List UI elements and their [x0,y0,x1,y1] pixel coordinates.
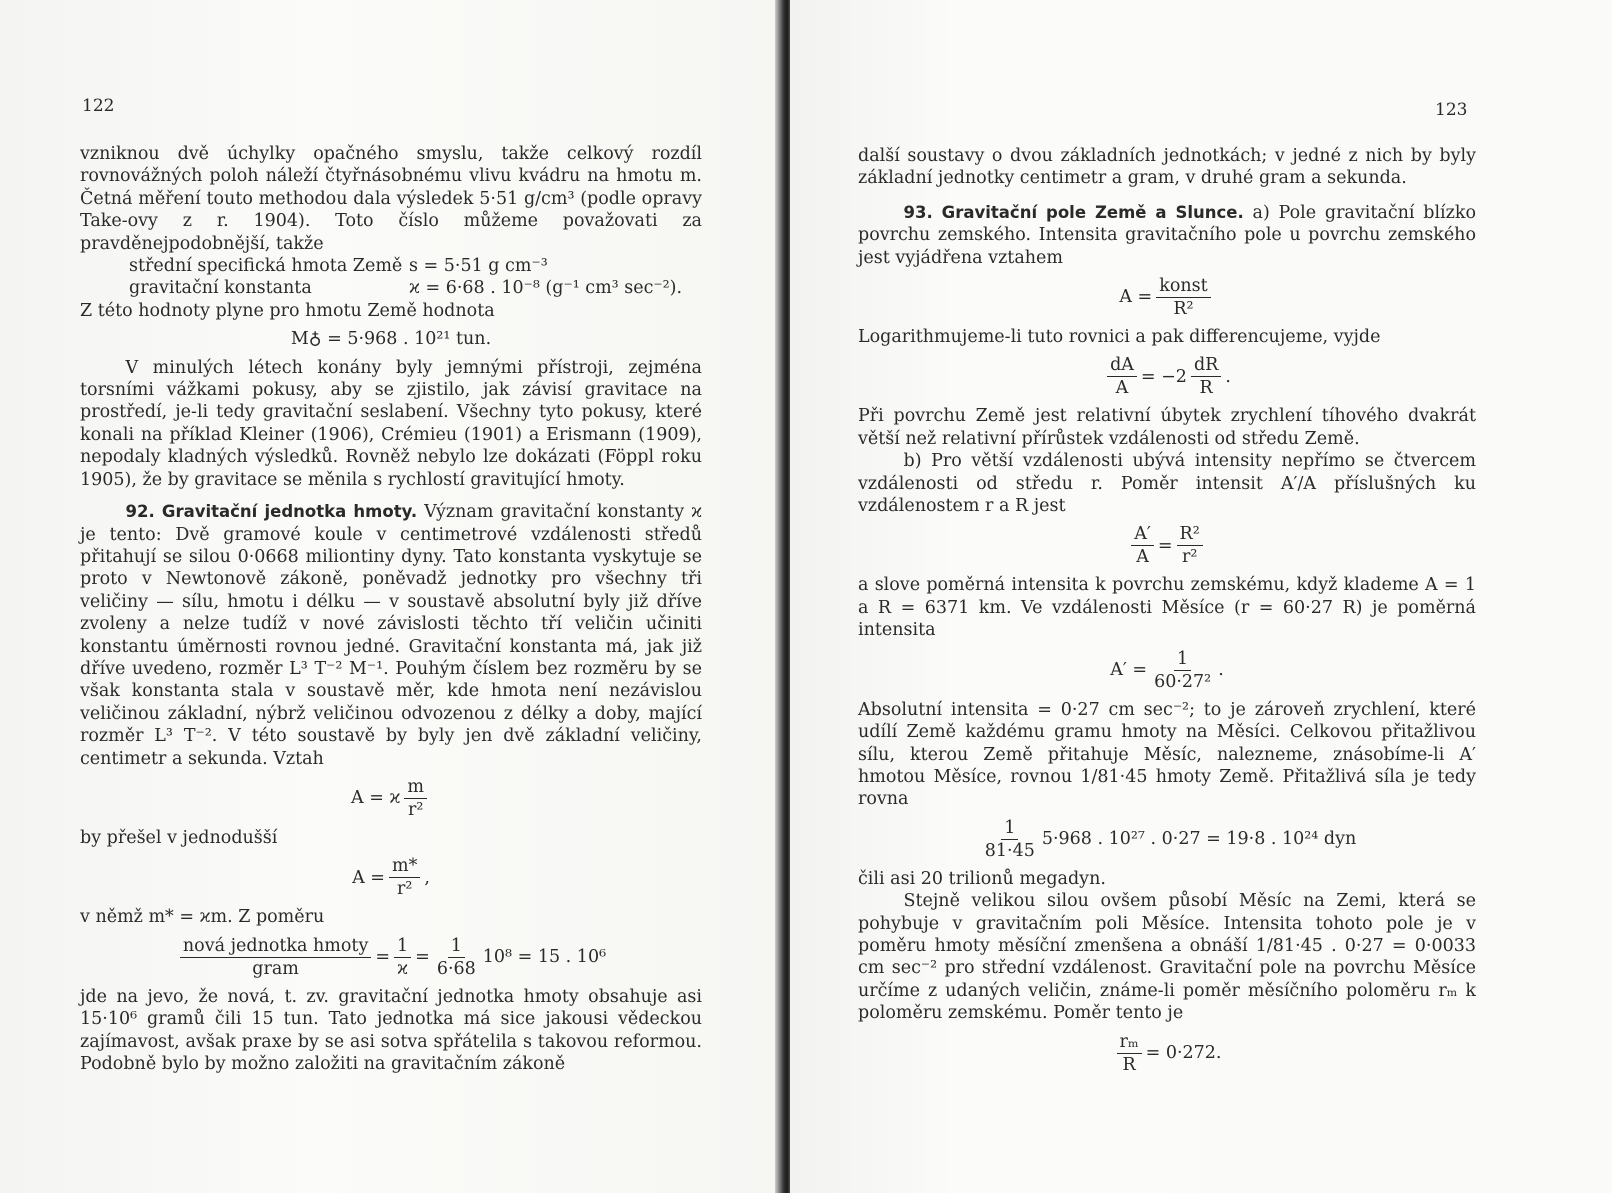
section-heading-92: 92. Gravitační jednotka hmoty. [125,502,418,522]
left-text-column [80,143,702,1075]
fraction: $\frac{dA}{A}$ [1107,354,1137,399]
table-row [80,255,702,277]
equation: A = $\frac{\text{konst}}{\text{R²}}$ [858,275,1476,320]
fraction: $\frac{1}{\text{60·27²}}$ [1154,648,1212,692]
right-text-column [858,145,1476,1082]
fraction: $\frac{m}{\text{r²}}$ [404,776,427,821]
equation: A = ϰ $\frac{m}{\text{r²}}$ [80,776,702,821]
fraction: $\frac{1}{ϰ}$ [394,935,411,980]
paragraph: V minulých létech konány byly jemnými přístroji, zejména torsními vážkami pokusy, aby se zjistilo, jak závisí gravitace na prostředí, je-li tedy gravitační seslabení. Všechny tyto pokusy, které konali na příklad Kleiner (1906), Crémieu (1901) a Erismann (1909), nepodaly kladných výsledků. Rovněž nebylo lze dokázati (Föppl roku 1905), že by gravitace se měnila s rychlostí gravitující hmoty. [80,357,702,490]
equation: $\frac{\text{rₘ}}{R}$ = 0·272. [858,1031,1476,1076]
page-number-right: 123 [1435,100,1468,120]
paragraph: 93. Gravitační pole Země a Slunce. a) Pole gravitační blízko povrchu zemského. Intensita gravitačního pole u povrchu zemského jest vyjádřena vztahem [858,202,1476,268]
paragraph: Absolutní intensita = 0·27 cm sec⁻²; to je zároveň zrychlení, které udílí Země každému gramu hmoty na Měsíci. Celkovou přitažlivou sílu, kterou Země přitahuje Měsíc, nalezneme, znásobíme-li A′ hmotou Měsíce, rovnou 1/81·45 hmoty Země. Přitažlivá síla je tedy rovna [858,699,1476,810]
paragraph: Z této hodnoty plyne pro hmotu Země hodnota [80,300,495,321]
equation-mass: M♁ = 5·968 . 10²¹ tun. [290,329,492,350]
paragraph: další soustavy o dvou základních jednotkách; v jedné z nich by byly základní jednotky centimetr a gram, v druhé gram a sekunda. [858,146,1476,189]
equation: A = $\frac{m*}{\text{r²}}$ , [352,856,430,900]
row-label: gravitační konstanta [129,278,312,299]
fraction: $\frac{\text{nová jednotka hmoty}}{\text{gram}}$ [180,935,371,980]
row-value: ϰ = 6·68 . 10⁻⁸ (g⁻¹ cm³ sec⁻²). [409,278,683,299]
fraction: $\frac{\text{rₘ}}{R}$ [1117,1031,1142,1076]
left-page [0,0,780,1193]
fraction: $\frac{1}{6\cdot 68}$ [436,935,476,979]
fraction: $\frac{m*}{\text{r²}}$ [389,855,420,900]
fraction: $\frac{dR}{R}$ [1191,354,1221,399]
paragraph: jde na jevo, že nová, t. zv. gravitační jednotka hmoty obsahuje asi 15·10⁶ gramů čili 15 tun. Tato jednotka má sice jakousi vědeckou zajímavost, avšak praxe by se asi sotva spřátelila s takovou reformou. Podobně bylo by možno založiti na gravitačním zákoně [80,986,702,1074]
paragraph: Při povrchu Země jest relativní úbytek zrychlení tíhového dvakrát větší než relativní přírůstek vzdálenosti od středu Země. [858,406,1476,449]
paragraph: 92. Gravitační jednotka hmoty. Význam gravitační konstanty ϰ je tento: Dvě gramové koule v centimetrové vzdálenosti středů přitahují se silou 0·0668 miliontiny dyny. Tato konstanta vyskytuje se proto v Newtonově zákoně, poněvadž jednotky pro všechny tři veličiny — sílu, hmotu i délku — v soustavě absolutní byly již dříve zvoleny a nelze tudíž v nové závislosti těchto tří veličin učiniti konstantu úměrnosti rovnou jedné. Gravitační konstanta má, jak již dříve uvedeno, rozměr L³ T⁻² M⁻¹. Pouhým číslem bez rozměru by se však konstanta stala v soustavě měr, kde hmota není nezávislou veličinou základní, nýbrž veličinou odvozenou z délky a doby, mající rozměr L³ T⁻². V této soustavě by byly jen dvě základní veličiny, centimetr a sekunda. Vztah [80,502,702,769]
equation: A′ = $\frac{1}{\text{60·27²}}$ . [1110,648,1224,692]
fraction: $\frac{A'}{A}$ [1131,523,1154,568]
paragraph: by přešel v jednodušší [80,827,278,848]
paragraph: Stejně velikou silou ovšem působí Měsíc na Zemi, která se pohybuje v gravitačním poli Měsíce. Intensita tohoto pole je v poměru hmoty měsíční zmenšena a obnáší 1/81·45 . 0·27 = 0·0033 cm sec⁻² pro střední vzdálenost. Gravitační pole na povrchu Měsíce určíme z udaných veličin, známe-li poměr měsíčního poloměru rₘ k poloměru zemskému. Poměr tento je [858,891,1476,1024]
equation: $\frac{1}{81\cdot 45}$ 5·968 . 10²⁷ . 0·27 = 19·8 . 10²⁴ dyn [858,817,1476,862]
section-heading-93: 93. Gravitační pole Země a Slunce. [903,202,1244,222]
paragraph: v němž m* = ϰm. Z poměru [80,907,325,928]
page-number-left: 122 [82,96,115,116]
equation: $\frac{\text{nová jednotka hmoty}}{\text{gram}}$ = $\frac{1}{ϰ}$ = $\frac{1}{6\cdot 68}$ 10⁸ = 15 . 10⁶ [80,935,702,980]
paragraph: b) Pro větší vzdálenosti ubývá intensity nepřímo se čtvercem vzdálenosti od středu r. Poměr intensit A′/A příslušných ku vzdálenostem r a R jest [858,451,1476,517]
paragraph: čili asi 20 trilionů megadyn. [858,868,1106,889]
equation: $\frac{A'}{A}$ = $\frac{\text{R²}}{\text{r²}}$ [858,523,1476,568]
paragraph: Logarithmujeme-li tuto rovnici a pak differencujeme, vyjde [858,327,1381,348]
row-value: s = 5·51 g cm⁻³ [409,256,548,277]
paragraph: a slove poměrná intensita k povrchu zemskému, když klademe A = 1 a R = 6371 km. Ve vzdálenosti Měsíce (r = 60·27 R) je poměrná intensita [858,575,1476,641]
equation: $\frac{dA}{A}$ = −2 $\frac{dR}{R}$ . [858,354,1476,399]
table-row [80,277,702,299]
right-page [790,0,1612,1193]
fraction: $\frac{\text{R²}}{\text{r²}}$ [1177,523,1203,568]
fraction: $\frac{\text{konst}}{\text{R²}}$ [1156,275,1210,320]
paragraph: vzniknou dvě úchylky opačného smyslu, takže celkový rozdíl rovnovážných poloh náleží čtyřnásobnému vlivu kvádru na hmotu m. Četná měření touto methodou dala výsledek 5·51 g/cm³ (podle opravy Take-ovy z r. 1904). Toto číslo můžeme považovati za pravděnejpodobnější, takže [80,144,702,254]
fraction: $\frac{1}{81\cdot 45}$ [984,817,1035,861]
row-label: střední specifická hmota Země [129,256,403,277]
